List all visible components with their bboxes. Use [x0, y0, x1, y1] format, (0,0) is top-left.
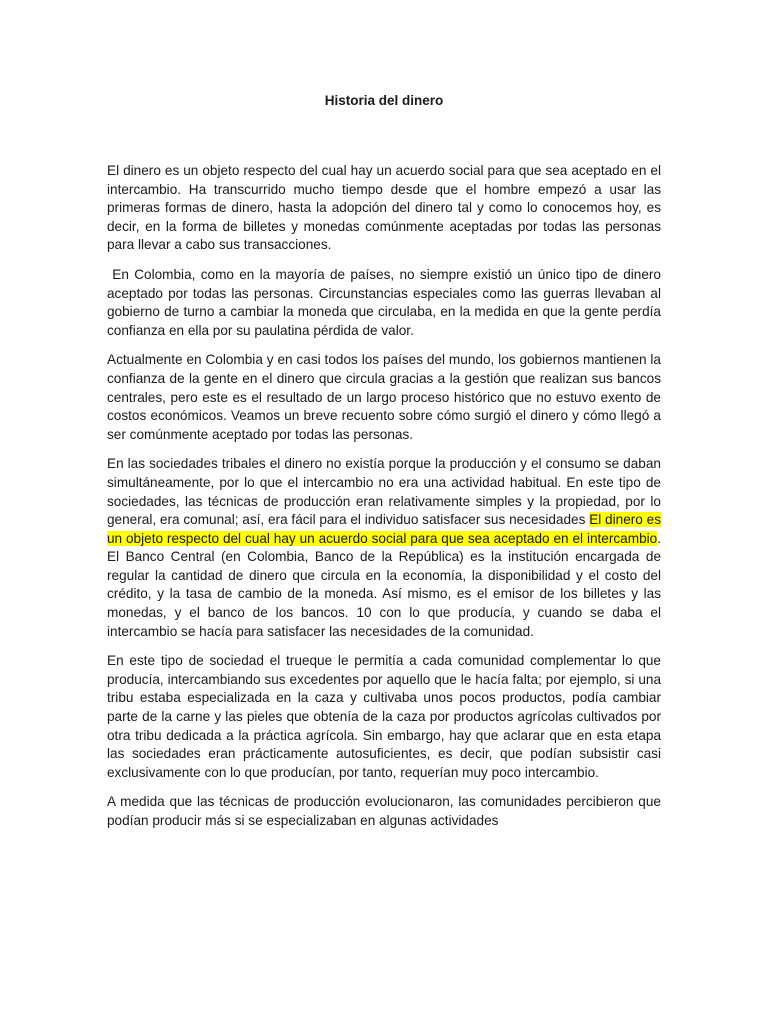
paragraph-4-text-after: . El Banco Central (en Colombia, Banco de la República) es la institución encargada de regular la cantidad de dinero que circula en la economía, la disponibilidad y el costo del crédito, y la tasa de cambio de la moneda. Así mismo, es el emisor de los billetes y las monedas, y el banco de los bancos. 10 con lo que producía, y cuando se daba el intercambio se hacía para satisfacer las necesidades de la comunidad.: [107, 530, 661, 639]
document-title: Historia del dinero: [324, 93, 444, 108]
paragraph-3: Actualmente en Colombia y en casi todos los países del mundo, los gobiernos mantienen la confianza de la gente en el dinero que circula gracias a la gestión que realizan sus bancos centrales, pero este es el resultado de un largo proceso histórico que no estuvo exento de costos económicos. Veamos un breve recuento sobre cómo surgió el dinero y cómo llegó a ser comúnmente aceptado por todas las personas.: [107, 352, 661, 442]
document-body: [107, 162, 661, 842]
paragraph-4: [107, 455, 661, 641]
highlighted-text: El dinero es un objeto respecto del cual hay un acuerdo social para que sea aceptado en el intercambio: [107, 512, 661, 546]
paragraph-4-text-before: En las sociedades tribales el dinero no existía porque la producción y el consumo se daban simultáneamente, por lo que el intercambio no era una actividad habitual. En este tipo de sociedades, las técnicas de producción eran relativamente simples y la propiedad, por lo general, era comunal; así, era fácil para el individuo satisfacer sus necesidades: [107, 456, 661, 528]
paragraph-6: A medida que las técnicas de producción evolucionaron, las comunidades percibieron que podían producir más si se especializaban en algunas actividades: [107, 794, 661, 828]
paragraph-2: En Colombia, como en la mayoría de países, no siempre existió un único tipo de dinero aceptado por todas las personas. Circunstancias especiales como las guerras llevaban al gobierno de turno a cambiar la moneda que circulaba, en la medida en que la gente perdía confianza en ella por su paulatina pérdida de valor.: [107, 266, 661, 338]
paragraph-5: En este tipo de sociedad el trueque le permitía a cada comunidad complementar lo que producía, intercambiando sus excedentes por aquello que le hacía falta; por ejemplo, si una tribu estaba especializada en la caza y cultivaba unos pocos productos, podía cambiar parte de la carne y las pieles que obtenía de la caza por productos agrícolas cultivados por otra tribu dedicada a la práctica agrícola. Sin embargo, hay que aclarar que en esta etapa las sociedades eran prácticamente autosuficientes, es decir, que podían subsistir casi exclusivamente con lo que producían, por tanto, requerían muy poco intercambio.: [107, 653, 661, 780]
paragraph-1: El dinero es un objeto respecto del cual hay un acuerdo social para que sea aceptado en el intercambio. Ha transcurrido mucho tiempo desde que el hombre empezó a usar las primeras formas de dinero, hasta la adopción del dinero tal y como lo conocemos hoy, es decir, en la forma de billetes y monedas comúnmente aceptadas por todas las personas para llevar a cabo sus transacciones.: [107, 163, 661, 253]
